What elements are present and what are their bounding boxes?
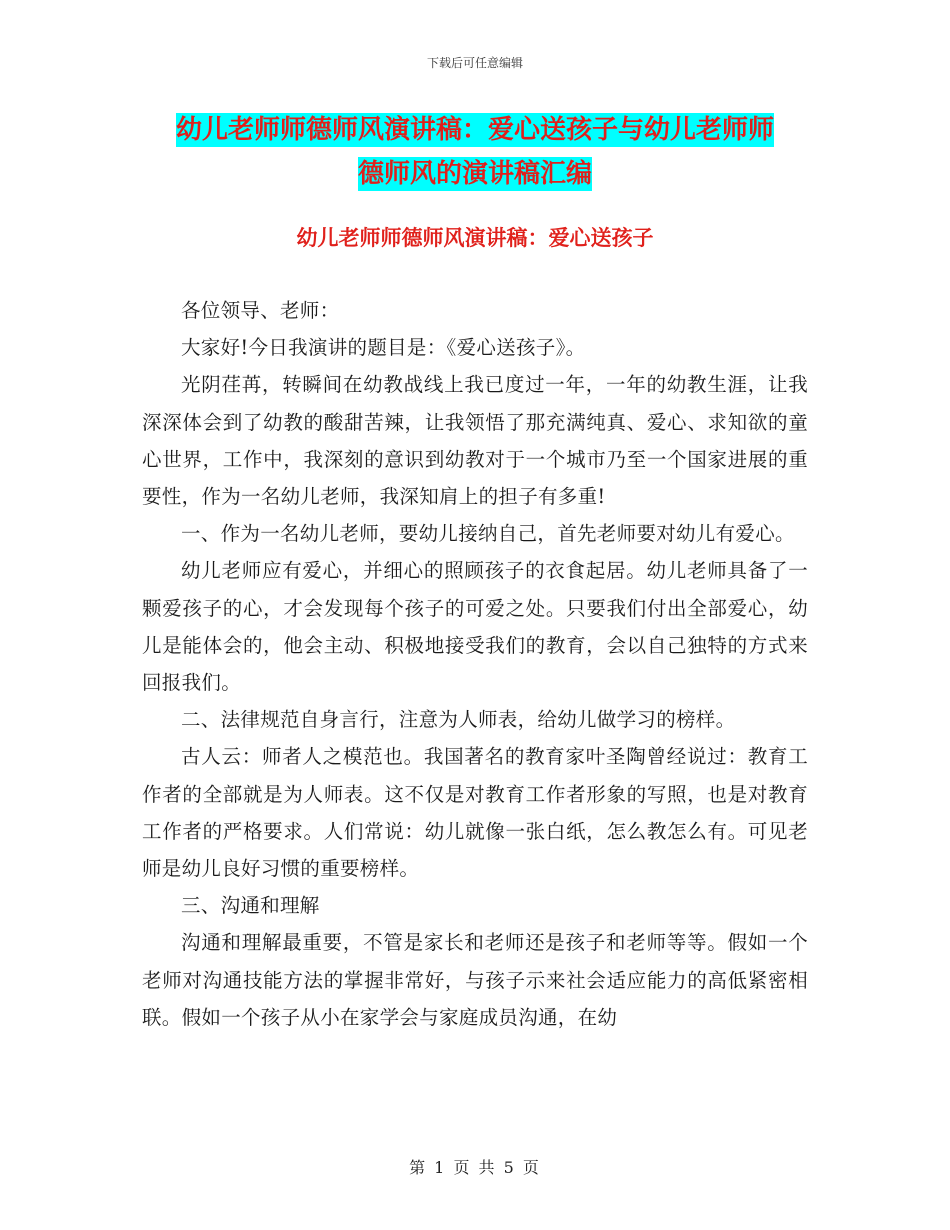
page-footer: 第 1 页 共 5 页 — [409, 1158, 541, 1177]
title-line-1: 幼儿老师师德师风演讲稿：爱心送孩子与幼儿老师师 — [175, 115, 774, 145]
body-text — [142, 292, 808, 1036]
paragraph: 各位领导、老师： — [181, 299, 340, 322]
paragraph: 幼儿老师应有爱心，并细心的照顾孩子的衣食起居。幼儿老师具备了一颗爱孩子的心，才会发现每个孩子的可爱之处。只要我们付出全部爱心，幼儿是能体会的，他会主动、积极地接受我们的教育，会以自己独特的方式来回报我们。 — [142, 559, 808, 695]
title-line-2: 德师风的演讲稿汇编 — [357, 159, 592, 189]
document-title — [140, 108, 810, 196]
paragraph: 大家好!今日我演讲的题目是：《爱心送孩子》。 — [181, 336, 586, 360]
paragraph: 一、作为一名幼儿老师，要幼儿接纳自己，首先老师要对幼儿有爱心。 — [181, 522, 795, 546]
header-note: 下载后可任意编辑 — [426, 56, 523, 70]
paragraph: 古人云：师者人之模范也。我国著名的教育家叶圣陶曾经说过：教育工作者的全部就是为人师表。这不仅是对教育工作者形象的写照，也是对教育工作者的严格要求。人们常说：幼儿就像一张白纸，怎么教怎么有。可见老师是幼儿良好习惯的重要榜样。 — [142, 745, 808, 881]
paragraph: 光阴荏苒，转瞬间在幼教战线上我已度过一年，一年的幼教生涯，让我深深体会到了幼教的酸甜苦辣，让我领悟了那充满纯真、爱心、求知欲的童心世界，工作中，我深刻的意识到幼教对于一个城市乃至一个国家进展的重要性，作为一名幼儿老师，我深知肩上的担子有多重! — [142, 373, 808, 509]
section-title: 幼儿老师师德师风演讲稿：爱心送孩子 — [296, 226, 654, 250]
paragraph: 沟通和理解最重要，不管是家长和老师还是孩子和老师等等。假如一个老师对沟通技能方法的掌握非常好，与孩子示来社会适应能力的高低紧密相联。假如一个孩子从小在家学会与家庭成员沟通，在幼 — [142, 931, 808, 1029]
paragraph: 三、沟通和理解 — [181, 894, 320, 918]
paragraph: 二、法律规范自身言行，注意为人师表，给幼儿做学习的榜样。 — [181, 708, 736, 732]
